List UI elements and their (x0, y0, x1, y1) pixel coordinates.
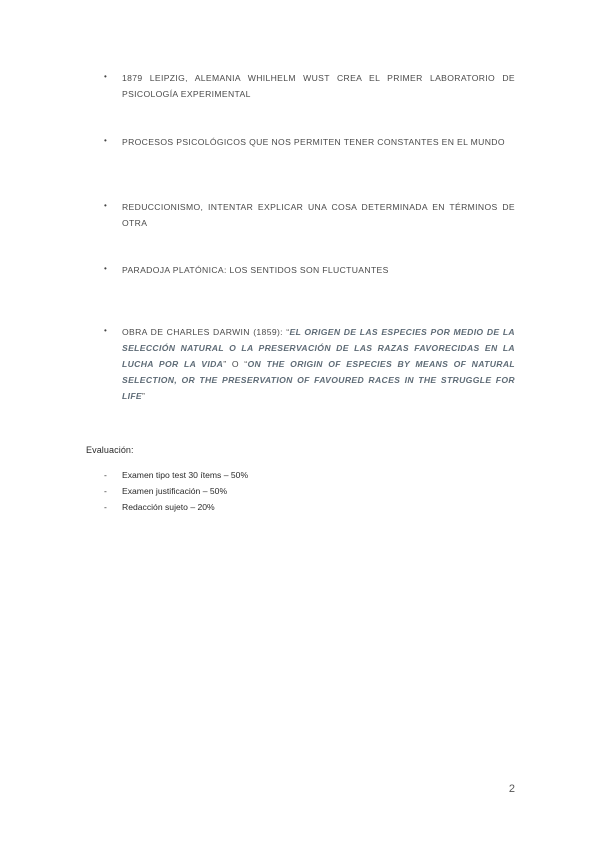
evaluation-item-text: Redacción sujeto – 20% (122, 502, 215, 512)
bullet-icon: • (104, 201, 107, 210)
bullet-icon: • (104, 136, 107, 145)
darwin-title-en: ON THE ORIGIN OF ESPECIES BY MEANS OF NATURAL SELECTION, OR THE PRESERVATION OF FAVOURED RACES IN THE STRUGGLE FOR LIFE (122, 359, 515, 401)
evaluation-list (104, 467, 404, 515)
dash-icon: - (104, 502, 107, 512)
evaluation-item-text: Examen justificación – 50% (122, 486, 228, 496)
darwin-middle: ” O “ (223, 359, 248, 369)
bullet-text: REDUCCIONISMO, INTENTAR EXPLICAR UNA COSA DETERMINADA EN TÉRMINOS DE OTRA (122, 202, 515, 228)
bullet-text: PARADOJA PLATÓNICA: LOS SENTIDOS SON FLUCTUANTES (122, 265, 389, 275)
evaluation-heading: Evaluación: (86, 445, 134, 455)
dash-icon: - (104, 486, 107, 496)
darwin-suffix: ” (142, 391, 146, 401)
bullet-item-procesos (104, 134, 515, 150)
evaluation-item-text: Examen tipo test 30 ítems – 50% (122, 470, 249, 480)
bullet-item-darwin (104, 324, 515, 404)
evaluation-item (104, 467, 404, 483)
bullet-text (122, 324, 515, 404)
bullet-text: 1879 LEIPZIG, ALEMANIA WHILHELM WUST CREA EL PRIMER LABORATORIO DE PSICOLOGÍA EXPERIMENTAL (122, 73, 515, 99)
page-number: 2 (508, 783, 515, 795)
bullet-text: PROCESOS PSICOLÓGICOS QUE NOS PERMITEN TENER CONSTANTES EN EL MUNDO (122, 137, 505, 147)
darwin-title-es: EL ORIGEN DE LAS ESPECIES POR MEDIO DE LA SELECCIÓN NATURAL O LA PRESERVACIÓN DE LAS RAZAS FAVORECIDAS EN LA LUCHA POR LA VIDA (122, 327, 515, 369)
bullet-icon: • (104, 264, 107, 273)
bullet-icon: • (104, 72, 107, 81)
bullet-item-reduccionismo (104, 199, 515, 231)
bullet-item-paradoja (104, 262, 515, 278)
dash-icon: - (104, 470, 107, 480)
evaluation-item (104, 483, 404, 499)
bullet-item-leipzig (104, 70, 515, 102)
evaluation-item (104, 499, 404, 515)
bullet-icon: • (104, 326, 107, 335)
darwin-prefix: OBRA DE CHARLES DARWIN (1859): “ (122, 327, 290, 337)
